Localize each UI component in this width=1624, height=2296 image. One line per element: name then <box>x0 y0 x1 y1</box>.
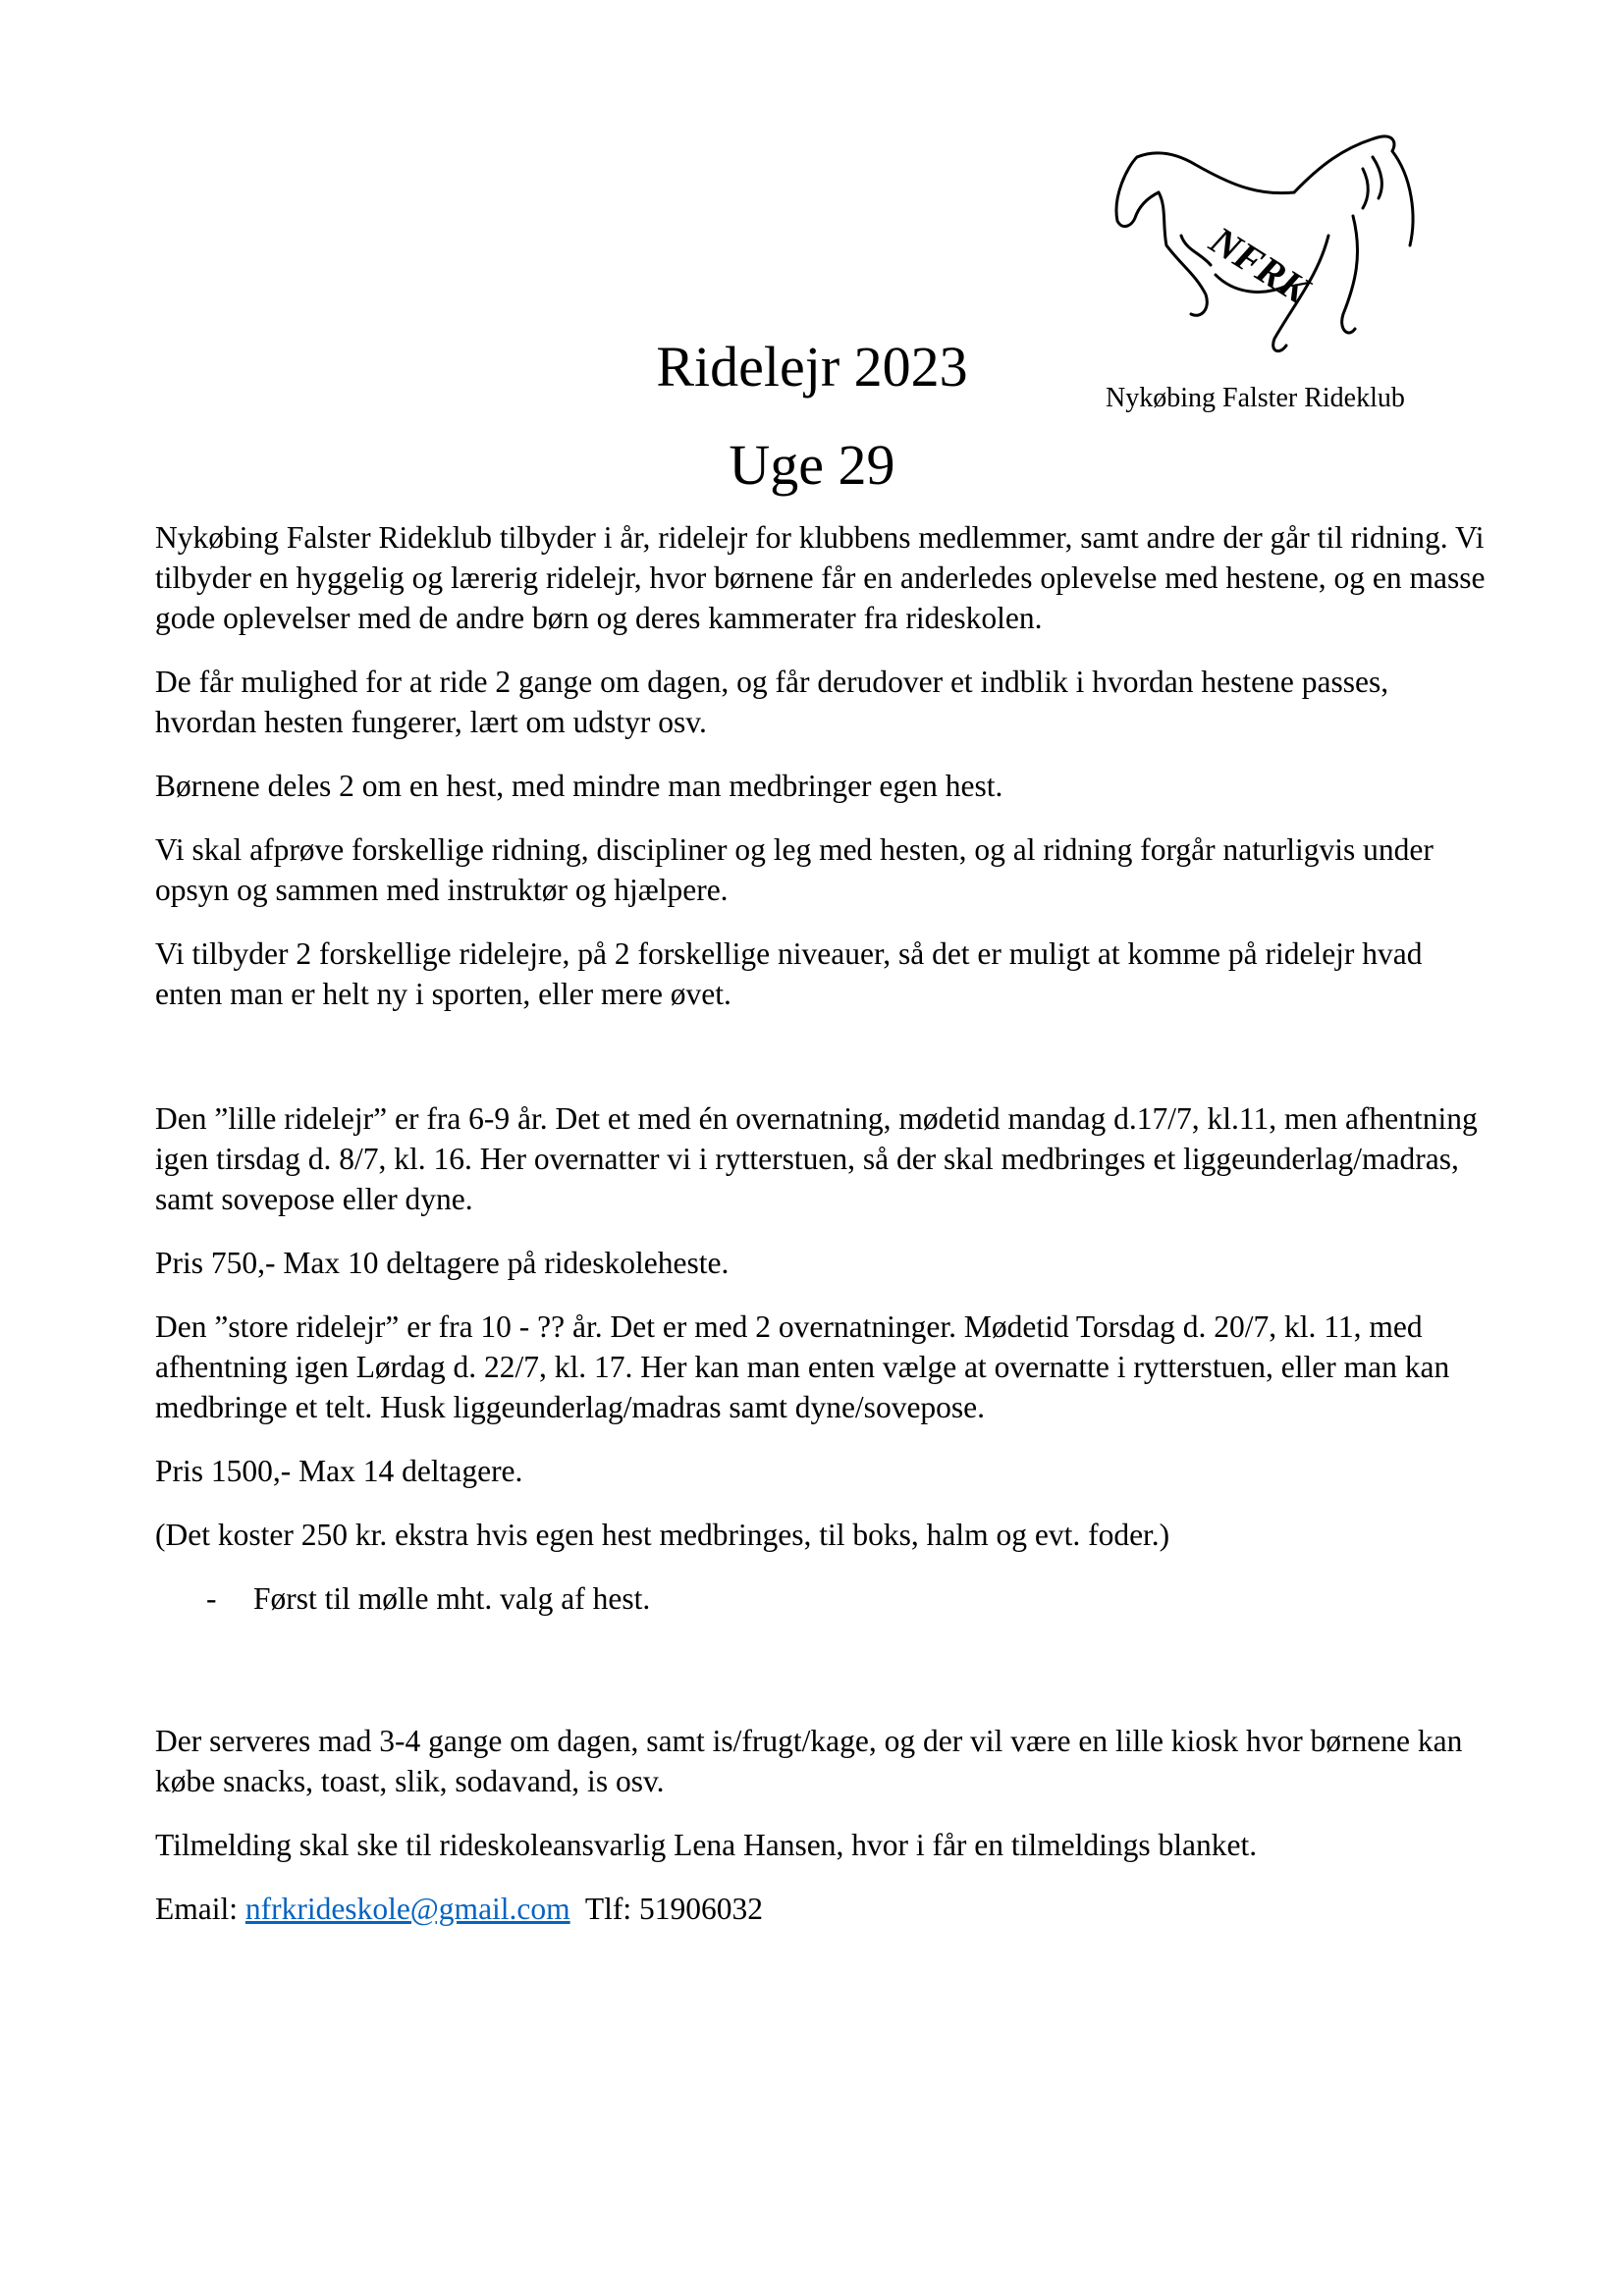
camp-note: (Det koster 250 kr. ekstra hvis egen hest medbringes, til boks, halm og evt. foder.) <box>155 1518 1170 1552</box>
bullet-mark: - <box>206 1581 217 1616</box>
logo-caption: Nykøbing Falster Rideklub <box>1106 383 1405 413</box>
logo-initials: NFRK <box>1202 217 1317 312</box>
email-link[interactable]: nfrkrideskole@gmail.com <box>244 1892 570 1926</box>
intro-paragraph: Vi tilbyder 2 forskellige ridelejre, på 2 forskellige niveauer, så det er muligt at komme på ridelejr hvad enten man er helt ny i sporten, eller mere øvet. <box>155 936 1423 1011</box>
closing-paragraph: Tilmelding skal ske til rideskoleansvarlig Lena Hansen, hvor i får en tilmeldings blanket. <box>155 1828 1258 1862</box>
camp-price: Pris 1500,- Max 14 deltagere. <box>155 1454 523 1488</box>
intro-paragraph: Nykøbing Falster Rideklub tilbyder i år, ridelejr for klubbens medlemmer, samt andre der går til ridning. Vi tilbyder en hyggelig og lærerig ridelejr, hvor børnene får en anderledes oplevelse med hestene, og en masse gode oplevelser med de andre børn og deres kammerater fra rideskolen. <box>155 520 1486 635</box>
page-subtitle: Uge 29 <box>729 433 895 497</box>
intro-paragraph: Vi skal afprøve forskellige ridning, discipliner og leg med hesten, og al ridning forgår naturligvis under opsyn og sammen med instruktør og hjælpere. <box>155 832 1434 907</box>
bullet-item <box>155 1578 1490 1619</box>
document-body <box>155 517 1490 1952</box>
spacer <box>155 1038 1490 1098</box>
page-title: Ridelejr 2023 <box>656 335 968 399</box>
camp-price: Pris 750,- Max 10 deltagere på rideskoleheste. <box>155 1246 730 1280</box>
email-label: Email: <box>155 1892 245 1926</box>
intro-paragraph: De får mulighed for at ride 2 gange om dagen, og får derudover et indblik i hvordan hestene passes, hvordan hesten fungerer, lært om udstyr osv. <box>155 665 1389 739</box>
spacer <box>155 1642 1490 1721</box>
closing-paragraph: Der serveres mad 3-4 gange om dagen, samt is/frugt/kage, og der vil være en lille kiosk hvor børnene kan købe snacks, toast, slik, sodavand, is osv. <box>155 1724 1463 1798</box>
camp-paragraph: Den ”store ridelejr” er fra 10 - ?? år. Det er med 2 overnatninger. Mødetid Torsdag d. 20/7, kl. 11, med afhentning igen Lørdag d. 22/7, kl. 17. Her kan man enten vælge at overnatte i rytterstuen, eller man kan medbringe et telt. Husk liggeunderlag/madras samt dyne/sovepose. <box>155 1309 1450 1424</box>
phone-label: Tlf: 51906032 <box>584 1892 763 1926</box>
contact-line <box>155 1889 1490 1929</box>
bullet-text: Først til mølle mht. valg af hest. <box>253 1581 651 1616</box>
intro-paragraph: Børnene deles 2 om en hest, med mindre man medbringer egen hest. <box>155 769 1003 803</box>
camp-paragraph: Den ”lille ridelejr” er fra 6-9 år. Det et med én overnatning, mødetid mandag d.17/7, kl.11, men afhentning igen tirsdag d. 8/7, kl. 16. Her overnatter vi i rytterstuen, så der skal medbringes et liggeunderlag/madras, samt sovepose eller dyne. <box>155 1101 1478 1216</box>
